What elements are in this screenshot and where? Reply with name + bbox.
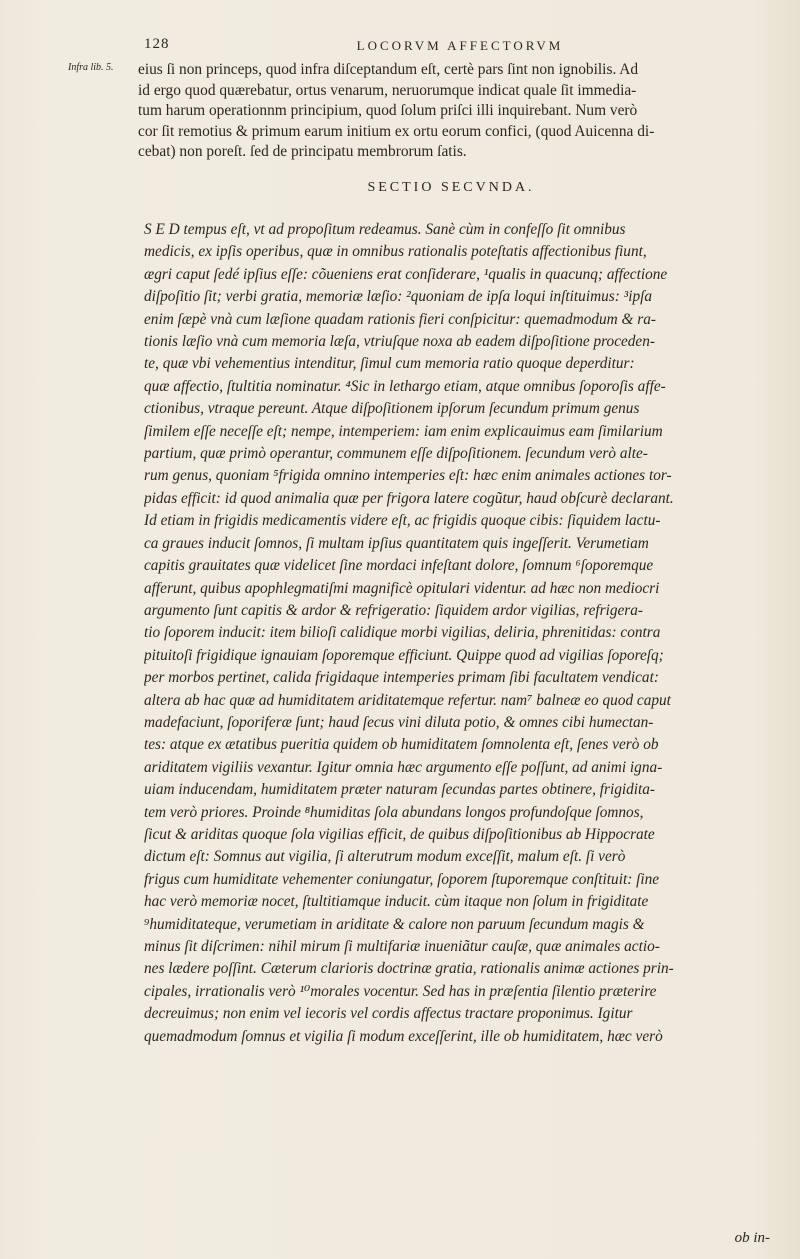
text-line: pidas efficit: id quod animalia quæ per frigora latere cogũtur, haud obſcurè declarant. [144,489,674,507]
text-line: argumento ſunt capitis & ardor & refrigeratio: ſiquidem ardor vigilias, refrigera- [144,601,643,619]
page-header [140,36,780,58]
text-line: ariditatem vigiliis vexantur. Igitur omnia hæc argumento eſſe poſſunt, ad animi igna- [144,758,663,776]
text-line: tum harum operationnm principium, quod ſolum priſci illi inquirebant. Num verò [138,102,638,120]
catchword: ob in- [734,1230,770,1246]
text-line: tionis læſio vnà cum memoria læſa, vtriuſque noxa ab eadem diſpoſitione proceden- [144,333,655,351]
text-line: minus ſit diſcrimen: nihil mirum ſi multifariæ inueniãtur cauſæ, quæ animales actio- [144,938,660,955]
text-line: uiam inducendam, humiditatem præter naturam ſecundas partes obtinere, frigidita- [144,781,655,799]
text-line: cebat) non poreſt. ſed de principatu membrorum ſatis. [138,143,467,161]
text-line: id ergo quod quærebatur, ortus venarum, neruorumque indicat quale ſit immedia- [138,81,637,99]
text-line: diſpoſitio ſit; verbi gratia, memoriæ læſio: ²quoniam de ipſa loqui inſtituimus: ³ipſa [144,288,653,306]
text-line: partium, quæ primò operantur, communem eſſe diſpoſitionem. ſecundum verò alte- [144,445,648,463]
text-line: ſicut & ariditas quoque ſola vigilias efficit, de quibus diſpoſitionibus ab Hippocrate [144,825,655,843]
text-line: pituitoſi frigidique ignauiam ſoporemque efficiunt. Quippe quod ad vigilias ſoporeſq; [144,646,664,664]
text-line: afferunt, quibus apophlegmatiſmi magnificè opitulari videntur. ad hæc non mediocri [144,579,660,597]
text-line: cipales, irrationalis verò ¹⁰morales vocentur. Sed has in præſentia ſilentio præterire [144,982,657,1000]
text-line: ſimilem eſſe neceſſe eſt; nempe, intemperiem: iam enim explicauimus eam ſimilarium [144,422,663,440]
text-line: capitis grauitates quæ videlicet ſine mordaci infeſtant dolore, ſomnum ⁶ſoporemque [144,557,654,575]
text-line: Id etiam in frigidis medicamentis videre eſt, ac frigidis quoque cibis: ſiquidem lactu- [144,512,661,530]
text-line: nes lædere poſſint. Cæterum clarioris doctrinæ gratia, rationalis animæ actiones prin- [144,960,674,978]
text-line: cor ſit remotius & primum earum initium ex ortu eorum confici, (quod Auicenna di- [138,122,655,140]
text-line: S E D tempus eſt, vt ad propoſitum redeamus. Sanè cùm in confeſſo ſit omnibus [144,221,626,238]
text-line: ægri caput ſedé ipſius eſſe: cõueniens erat conſiderare, ¹qualis in quacunq; affectione [144,265,668,283]
text-line: altera ab hac quæ ad humiditatem ariditatemque refertur. nam⁷ balneæ eo quod caput [144,691,671,709]
section-title: SECTIO SECVNDA. [367,180,535,195]
text-line: ⁹humiditateque, verumetiam in ariditate & calore non paruum ſecundum magis & [144,915,645,933]
text-line: tem verò priores. Proinde ⁸humiditas ſola abundans longos profundoſque ſomnos, [144,803,644,821]
text-line: per morbos pertinet, calida frigidaque intemperies primam ſibi facultatem vendicat: [144,669,659,687]
text-line: rum genus, quoniam ⁵frigida omnino intemperies eſt: hæc enim animales actiones tor- [144,467,672,485]
text-line: quæ affectio, ſtultitia nominatur. ⁴Sic in lethargo etiam, atque omnibus ſoporoſis affe- [144,377,666,395]
text-line: tes: atque ex ætatibus pueritia quidem ob humiditatem ſomnolenta eſt, ſenes verò ob [144,736,659,754]
margin-note: Infra lib. 5. [68,62,114,73]
text-line: decreuimus; non enim vel iecoris vel cordis affectus tractare proponimus. Igitur [144,1005,633,1023]
running-title: LOCORVM AFFECTORVM [356,38,564,53]
text-line: eius ſi non princeps, quod infra diſceptandum eſt, certè pars ſint non ignobilis. Ad [138,61,639,78]
page-number: 128 [144,36,170,52]
text-line: ca graues inducit ſomnos, ſi multam ipſius quantitatem quis ingeſſerit. Verumetiam [144,534,649,552]
intro-paragraph [138,60,764,163]
body-paragraph [144,219,766,1048]
text-line: hac verò memoriæ nocet, ſtultitiamque inducit. cùm itaque non ſolum in frigiditate [144,893,649,911]
text-line: madefaciunt, ſoporiferæ ſunt; haud ſecus vini diluta potio, & omnes cibi humectan- [144,713,654,731]
text-line: tio ſoporem inducit: item bilioſi calidique morbi vigilias, deliria, phrenitidas: contra [144,624,661,642]
text-line: dictum eſt: Somnus aut vigilia, ſi alterutrum modum exceſſit, malum eſt. ſi verò [144,848,626,866]
text-line: medicis, ex ipſis operibus, quæ in omnibus rationalis poteſtatis affectionibus fiunt, [144,243,647,261]
text-line: frigus cum humiditate vehementer coniungatur, ſoporem ſtuporemque conſtituit: ſine [144,870,660,888]
text-line: quemadmodum ſomnus et vigilia ſi modum exceſſerint, ille ob humiditatem, hæc verò [144,1027,663,1045]
text-line: enim ſæpè vnà cum læſione quadam rationis fieri conſpicitur: quemadmodum & ra- [144,310,656,328]
text-line: ctionibus, vtraque pereunt. Atque diſpoſitionem ipſorum ſecundum primum genus [144,400,640,418]
text-line: te, quæ vbi vehementius intenditur, ſimul cum memoria ratio quoque deperditur: [144,355,635,373]
